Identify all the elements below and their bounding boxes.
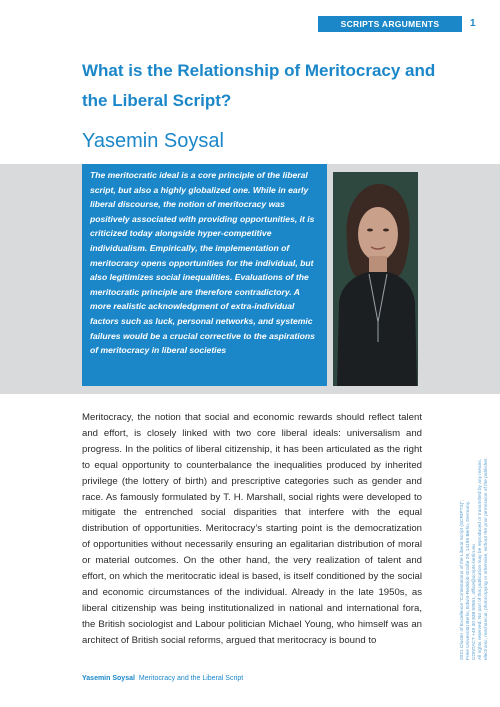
author-photo bbox=[333, 172, 418, 386]
page-footer bbox=[82, 675, 243, 682]
portrait-image bbox=[333, 172, 418, 386]
abstract-text: The meritocratic ideal is a core principle of the liberal script, but also a highly globalized one. While in early liberal discourse, the notion of meritocracy was positively associated with providing opportunities, it is criticized today alongside hyper-competitive individualism. Empirically, the implementation of meritocracy opens opportunities for the individual, but also legitimizes social inequalities. Evaluations of the meritocratic principle are therefore contradictory. A more realistic acknowledgment of extra-individual factors such as luck, personal networks, and systemic failures would be a crucial corrective to the aspirations of meritocracy in liberal societies bbox=[90, 170, 315, 356]
page-number: 1 bbox=[470, 18, 476, 29]
publication-info-line: All rights reserved. No part of this publication may be reproduced or transmitted by any means, bbox=[478, 458, 483, 660]
author-name: Yasemin Soysal bbox=[82, 130, 224, 152]
publication-info-line: 2021 Cluster of Excellence “Contestations of the Liberal Script (SCRIPTS)”, bbox=[460, 499, 465, 660]
page-title: What is the Relationship of Meritocracy and the Liberal Script? bbox=[82, 61, 436, 110]
footer-author: Yasemin Soysal bbox=[82, 675, 135, 682]
publication-info-line: Freie Universität Berlin, Edwin-Redslob-Straße 29, 14195 Berlin, Germany. bbox=[466, 500, 471, 660]
section-label: SCRIPTS ARGUMENTS bbox=[318, 16, 462, 32]
body-paragraph: Meritocracy, the notion that social and economic rewards should reflect talent and effort, is closely linked with two core liberal ideals: universalism and progress. In the politics of liberal citizenship, it has been articulated as the right to equal opportunity to counterbalance the inequalities produced by inherited privilege (the lottery of birth) and prescriptive categories such as gender and race. As famously formulated by T. H. Marshall, social rights were developed to mitigate the entrenched social disparities that interfere with the equal distribution of opportunities. Meritocracy’s starting point is the democratization of opportunities without necessarily ensuring an egalitarian distribution of moral or material outcomes. On the other hand, the very realization of talent and effort, on which the meritocratic ideal is based, is itself conditioned by the social and economic circumstances of the individual. Already in the late 1950s, as liberal citizenship was being institutionalized in national and international fora, the British sociologist and Labour politician Michael Young, who himself was an architect of British social reforms, argued that meritocracy is bound to bbox=[82, 412, 422, 646]
abstract-box bbox=[82, 164, 327, 386]
publication-info-line: electronic, mechanical, photocopying or otherwise, without the prior permission of the publisher. bbox=[484, 457, 489, 660]
publication-info bbox=[456, 420, 496, 660]
footer-title: Meritocracy and the Liberal Script bbox=[138, 675, 244, 682]
publication-info-line: CONTACT +49 30 838 59551, office@scripts-berlin.eu bbox=[472, 544, 477, 660]
